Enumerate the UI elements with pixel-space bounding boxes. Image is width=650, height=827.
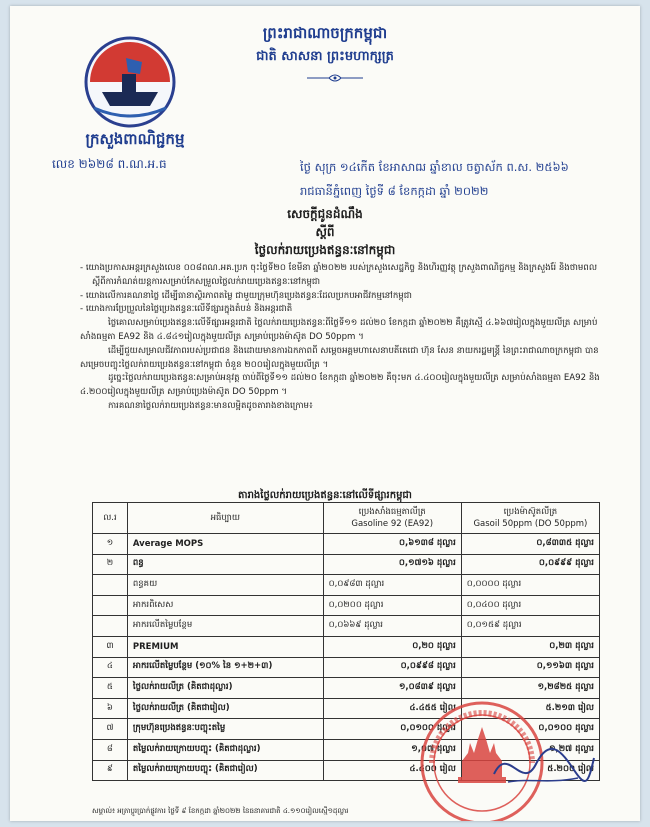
gasoline-value: ០,០៦៦៩ ដុល្លារ bbox=[323, 616, 461, 637]
table-header-row bbox=[93, 503, 600, 534]
header-gasoline-text: ប្រេងសាំងធម្មតាលីត្រ Gasoline 92 (EA92) bbox=[351, 507, 434, 529]
row-number: ៦ bbox=[93, 698, 128, 719]
diesel-value: ៥.២១៣ រៀល bbox=[461, 698, 599, 719]
header-diesel bbox=[461, 503, 599, 534]
header-no: ល.រ bbox=[93, 503, 128, 534]
row-number bbox=[93, 616, 128, 637]
gasoline-value: ០,១៧១៦ ដុល្លារ bbox=[323, 554, 461, 575]
ministry-name: ក្រសួងពាណិជ្ជកម្ម bbox=[85, 130, 185, 148]
gasoline-value: ០,៦១៣៨ ដុល្លារ bbox=[323, 534, 461, 555]
row-number: ២ bbox=[93, 554, 128, 575]
row-number: ៥ bbox=[93, 678, 128, 699]
row-number: ១ bbox=[93, 534, 128, 555]
table-row bbox=[93, 554, 600, 575]
row-description: ពន្ធ bbox=[127, 554, 323, 575]
body-paragraph: ដូច្នេះថ្លៃលក់រាយប្រេងឥន្ធនៈសម្រាប់អនុវត្ត ចាប់ពីថ្ងៃទី១១ ដល់២០ ខែកក្កដា ឆ្នាំ២០២២ គឺចុះមក ៤.៤០០រៀលក្នុងមួយលីត្រ សម្រាប់សាំងធម្មតា EA92 និង ៤.២០០រៀលក្នុងមួយលីត្រ សម្រាប់ប្រេងម៉ាស៊ូត DO 50ppm ។ bbox=[80, 373, 600, 398]
body-paragraph: ថ្លៃគោលសម្រាប់ប្រេងឥន្ធនៈលើទីផ្សារអន្តរជាតិ ថ្លៃលក់រាយប្រេងឥន្ធនៈពីថ្ងៃទី១១ ដល់២០ ខែកក្កដា ឆ្នាំ២០២២ គឺត្រូវស្មើ ៤.៦៦៧រៀលក្នុងមួយលីត្រ សម្រាប់សាំងធម្មតា EA92 និង ៤.៨៤១រៀលក្នុងមួយលីត្រ សម្រាប់ប្រេងម៉ាស៊ូត DO 50ppm ។ bbox=[80, 318, 598, 342]
diesel-value: ០,៨៣៣៥ ដុល្លារ bbox=[461, 534, 599, 555]
signature bbox=[488, 734, 598, 798]
table-row bbox=[93, 575, 600, 596]
gasoline-value: ៤.៤០០ រៀល bbox=[323, 760, 461, 781]
diesel-value: ០,០៩៩៩ ដុល្លារ bbox=[461, 554, 599, 575]
diesel-value: ០,០០០០ ដុល្លារ bbox=[461, 575, 599, 596]
row-description: តម្លៃលក់រាយក្រោយបញ្ចុះ (គិតជារៀល) bbox=[127, 760, 323, 781]
row-number bbox=[93, 595, 128, 616]
row-number: ៨ bbox=[93, 739, 128, 760]
notice-body bbox=[80, 262, 600, 414]
diesel-value: ១,២៨២៥ ដុល្លារ bbox=[461, 678, 599, 699]
diesel-value: ០,០១០០ ដុល្លារ bbox=[461, 719, 599, 740]
table-row bbox=[93, 636, 600, 657]
row-number: ៣ bbox=[93, 636, 128, 657]
row-description: ថ្លៃលក់រាយលីត្រ (គិតជារៀល) bbox=[127, 698, 323, 719]
body-paragraph: ដើម្បីជួយសម្រាលជីវភាពរបស់ប្រជាជន និងដោយមានការឯកភាពពី សម្តេចអគ្គមហាសេនាបតីតេជោ ហ៊ុន សែន នាយករដ្ឋមន្ត្រី នៃព្រះរាជាណាចក្រកម្ពុជា បានសម្រេចបញ្ចុះថ្លៃលក់រាយប្រេងឥន្ធនៈនៅកម្ពុជា ចំនួន ២០០រៀលក្នុងមួយលីត្រ ។ bbox=[80, 345, 599, 370]
table-row bbox=[93, 657, 600, 678]
row-description: អាករពិសេស bbox=[127, 595, 323, 616]
table-row bbox=[93, 595, 600, 616]
gasoline-value: ១,០៨៣៩ ដុល្លារ bbox=[323, 678, 461, 699]
row-number: ៩ bbox=[93, 760, 128, 781]
header-description: អធិប្បាយ bbox=[127, 503, 323, 534]
notice-title: សេចក្តីជូនដំណឹង bbox=[287, 207, 363, 221]
document-page bbox=[10, 6, 640, 821]
reference-paragraph: - យោងប្រកាសអន្តរក្រសួងលេខ ០០៨ពណ.អគ.ប្រក ចុះថ្ងៃទី២០ ខែមីនា ឆ្នាំ២០២២ របស់ក្រសួងសេដ្ឋកិច្ច និងហិរញ្ញវត្ថុ ក្រសួងពាណិជ្ជកម្ម និងក្រសួងរ៉ែ និងថាមពល ស្តីពីការកំណត់យន្តការសម្រាប់កែសម្រួលថ្លៃលក់រាយប្រេងឥន្ធនៈនៅកម្ពុជា bbox=[80, 263, 598, 287]
diesel-value: ០,២៣ ដុល្លារ bbox=[461, 636, 599, 657]
kingdom-title: ព្រះរាជាណាចក្រកម្ពុជា bbox=[262, 24, 388, 42]
gasoline-value: ០,០២០០ ដុល្លារ bbox=[323, 595, 461, 616]
gasoline-value: ០,០៩៨៣ ដុល្លារ bbox=[323, 575, 461, 596]
diesel-value: ០,០១៥៩ ដុល្លារ bbox=[461, 616, 599, 637]
row-number: ៧ bbox=[93, 719, 128, 740]
solar-date: រាជធានីភ្នំពេញ ថ្ងៃទី ៨ ខែកក្កដា ឆ្នាំ ២០២២ bbox=[300, 184, 489, 198]
header-gasoline bbox=[323, 503, 461, 534]
gasoline-value: ១,០៧ ដុល្លារ bbox=[323, 739, 461, 760]
body-paragraph: ការគណនាថ្លៃលក់រាយប្រេងឥន្ធនៈមានលម្អិតដូចតារាងខាងក្រោម៖ bbox=[108, 400, 313, 411]
row-number bbox=[93, 575, 128, 596]
row-description: Average MOPS bbox=[127, 534, 323, 555]
row-description: អាករលើតម្លៃបន្ថែម bbox=[127, 616, 323, 637]
notice-subject: ថ្លៃលក់រាយប្រេងឥន្ធនៈនៅកម្ពុជា bbox=[254, 243, 396, 257]
reference-number: លេខ ២៦២៨ ព.ណ.អ.ធ bbox=[52, 157, 167, 171]
diesel-value: ១,២៧ ដុល្លារ bbox=[461, 739, 599, 760]
row-description: អាករលើតម្លៃបន្ថែម (១០% នៃ ១+២+៣) bbox=[127, 657, 323, 678]
reference-paragraph: - យោងលើការគណនាថ្លៃ ដើម្បីធានាស្ថិរភាពតម្លៃ ជាមួយក្រុមហ៊ុនប្រេងឥន្ធនៈដែលប្រកបអាជីវកម្មនៅកម្ពុជា bbox=[80, 290, 412, 301]
header-diesel-text: ប្រេងម៉ាស៊ូតលីត្រ Gasoil 50ppm (DO 50ppm) bbox=[473, 507, 588, 529]
gasoline-value: ៤.៤៥៥ រៀល bbox=[323, 698, 461, 719]
gasoline-value: ០,២០ ដុល្លារ bbox=[323, 636, 461, 657]
table-row bbox=[93, 616, 600, 637]
footnote: សម្គាល់៖ អត្រាប្តូរប្រាក់ផ្លូវការ ថ្ងៃទី ៩ ខែកក្កដា ឆ្នាំ២០២២ នៃធនាគារជាតិ ៤.១១០រៀលស្មើ១ដុល្លារ bbox=[92, 807, 349, 815]
diesel-value: ០,១១៦៣ ដុល្លារ bbox=[461, 657, 599, 678]
gasoline-value: ០,០១០០ ដុល្លារ bbox=[323, 719, 461, 740]
table-title: តារាងថ្លៃលក់រាយប្រេងឥន្ធនៈនៅលើទីផ្សារកម្ពុជា bbox=[238, 490, 412, 501]
national-motto: ជាតិ សាសនា ព្រះមហាក្សត្រ bbox=[256, 49, 394, 64]
row-description: ពន្ធគយ bbox=[127, 575, 323, 596]
table-row bbox=[93, 534, 600, 555]
diesel-value: ០,០៤០០ ដុល្លារ bbox=[461, 595, 599, 616]
row-description: ក្រុមហ៊ុនប្រេងឥន្ធនៈបញ្ចុះតម្លៃ bbox=[127, 719, 323, 740]
notice-about: ស្តីពី bbox=[315, 225, 335, 239]
row-description: PREMIUM bbox=[127, 636, 323, 657]
table-row bbox=[93, 678, 600, 699]
motto-ornament bbox=[305, 72, 365, 84]
diesel-value: ៥.២០០ រៀល bbox=[461, 760, 599, 781]
reference-paragraph: - យោងការប្រែប្រួលនៃថ្លៃប្រេងឥន្ធនៈលើទីផ្សារក្នុងតំបន់ និងអន្តរជាតិ bbox=[80, 304, 293, 315]
row-description: ថ្លៃលក់រាយលីត្រ (គិតជាដុល្លារ) bbox=[127, 678, 323, 699]
gasoline-value: ០,០៩៩៨ ដុល្លារ bbox=[323, 657, 461, 678]
row-description: តម្លៃលក់រាយក្រោយបញ្ចុះ (គិតជាដុល្លារ) bbox=[127, 739, 323, 760]
row-number: ៤ bbox=[93, 657, 128, 678]
lunar-date: ថ្ងៃ សុក្រ ១៤កើត ខែអាសាឍ ឆ្នាំខាល ចត្វាស័ក ព.ស. ២៥៦៦ bbox=[300, 160, 569, 174]
